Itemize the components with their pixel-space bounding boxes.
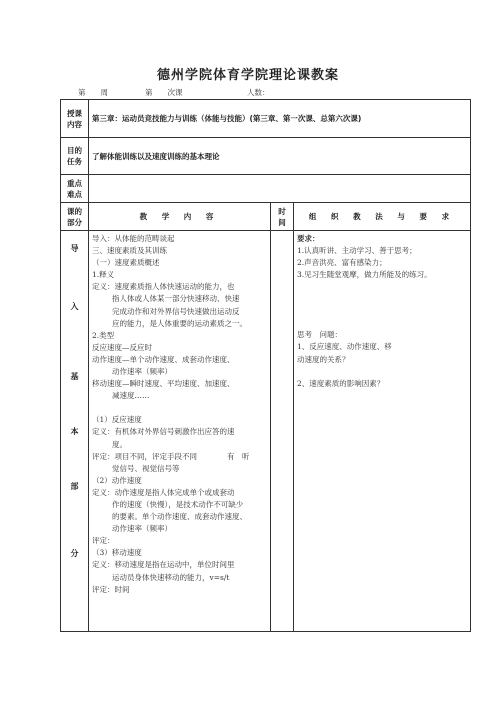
content-line: 移动速度—瞬时速度、平均速度、加速度、 <box>92 379 235 389</box>
key-row <box>61 175 471 203</box>
content-line: 定义：有机体对外界信号刺激作出应答的速 <box>92 427 235 437</box>
content-line: 应的能力，是人体重要的运动素质之一。 <box>112 318 247 328</box>
requirements-column <box>294 231 471 632</box>
think-line: 2、速度素质的影响因素？ <box>297 378 385 388</box>
content-line: 定义：移动速度是指在运动中，单位时间里 <box>92 560 235 570</box>
topic-label <box>61 100 89 138</box>
side-char: 入 <box>70 302 79 311</box>
side-char: 导 <box>70 244 79 253</box>
think-line: 1、反应速度、动作速度、移 <box>297 342 392 352</box>
content-line: 动作速率（频率） <box>112 524 172 534</box>
goal-label-text: 目的任务 <box>67 146 82 166</box>
requirement-item: 2.声音洪亮、富有感染力； <box>297 258 387 268</box>
goal-label <box>61 138 89 175</box>
requirement-item: 3.见习生随堂观摩，做力所能及的练习。 <box>297 270 432 280</box>
key-label-text: 重点难点 <box>67 178 82 199</box>
content-line: （一）速度素质概述 <box>92 258 160 268</box>
goal-row <box>61 138 471 175</box>
topic-label-text: 授课内容 <box>67 108 82 129</box>
content-line: 减速度…… <box>112 391 150 401</box>
lesson-plan-table <box>60 99 471 632</box>
content-lines <box>92 233 267 596</box>
content-line: 1.释义 <box>92 270 115 280</box>
page-title: 德州学院体育学院理论课教案 <box>156 68 339 83</box>
content-line: 2.类型 <box>92 330 115 340</box>
content-line: 评定：项目不同，评定手段不同 有 听 <box>92 451 250 461</box>
side-char: 本 <box>70 427 79 436</box>
content-line: 定义：动作速度是指人体完成单个或成套动 <box>92 487 235 497</box>
part-header-text: 课的部分 <box>67 206 82 227</box>
org-header: 组 织 教 法 与 要 求 <box>294 203 471 231</box>
content-column <box>89 231 271 632</box>
content-line <box>92 402 267 414</box>
content-line: （3）移动速度 <box>92 548 142 558</box>
part-header <box>61 203 89 231</box>
content-line: 定义：速度素质指人体快速运动的能力，也 <box>92 282 235 292</box>
session-field: 第 次课 <box>145 88 183 97</box>
content-line: 觉信号、视觉信号等 <box>112 463 180 473</box>
body-row <box>61 231 471 632</box>
content-line: 完成动作和对外界信号快速做出运动反 <box>112 306 240 316</box>
content-line: 动作速率（频率） <box>112 367 172 377</box>
key-label <box>61 175 89 203</box>
think-line <box>297 366 467 378</box>
content-line: 动作速度—单个动作速度、成套动作速度、 <box>92 354 235 364</box>
time-header <box>271 203 294 231</box>
part-column <box>61 231 89 632</box>
content-line: 三、速度素质及其训练 <box>92 246 167 256</box>
content-line: （2）动作速度 <box>92 475 142 485</box>
topic-row <box>61 100 471 138</box>
side-char: 基 <box>70 372 79 381</box>
content-line: 运动员身体快速移动的能力，v=s/t <box>112 572 230 582</box>
header-row <box>61 203 471 231</box>
content-header: 教 学 内 容 <box>89 203 271 231</box>
content-line: 的要素。单个动作速度、成套动作速度、 <box>112 512 247 522</box>
goal-value: 了解体能训练以及速度训练的基本理论 <box>89 138 471 175</box>
content-line: 作的速度（快慢），是技术动作不可缺少 <box>112 499 244 509</box>
content-line: 导入：从体能的范畴谈起 <box>92 234 175 243</box>
key-value <box>89 175 471 203</box>
time-header-text: 时间 <box>278 206 286 227</box>
think-heading: 思考 问题： <box>297 330 342 340</box>
think-line: 动速度的关系？ <box>297 354 350 364</box>
content-line: 指人体或人体某一部分快速移动、快速 <box>112 294 240 304</box>
spacer <box>297 281 467 329</box>
content-line: （1）反应速度 <box>92 415 142 425</box>
side-char: 部 <box>70 482 79 491</box>
content-line: 评定：时间 <box>92 584 130 594</box>
content-line: 度。 <box>112 439 127 449</box>
content-line: 反应速度—反应时 <box>92 342 152 352</box>
content-line: 评定： <box>92 536 115 546</box>
count-field: 人数： <box>247 88 270 97</box>
week-field: 第 周 <box>78 88 108 97</box>
requirement-item: 1.认真听讲、主动学习、善于思考； <box>297 246 417 256</box>
topic-value: 第三章：运动员竞技能力与训练（体能与技能）(第三章、第一次课、总第六次课) <box>89 100 471 138</box>
requirements-heading: 要求： <box>297 234 320 243</box>
time-column <box>271 231 294 632</box>
side-char: 分 <box>70 549 79 558</box>
